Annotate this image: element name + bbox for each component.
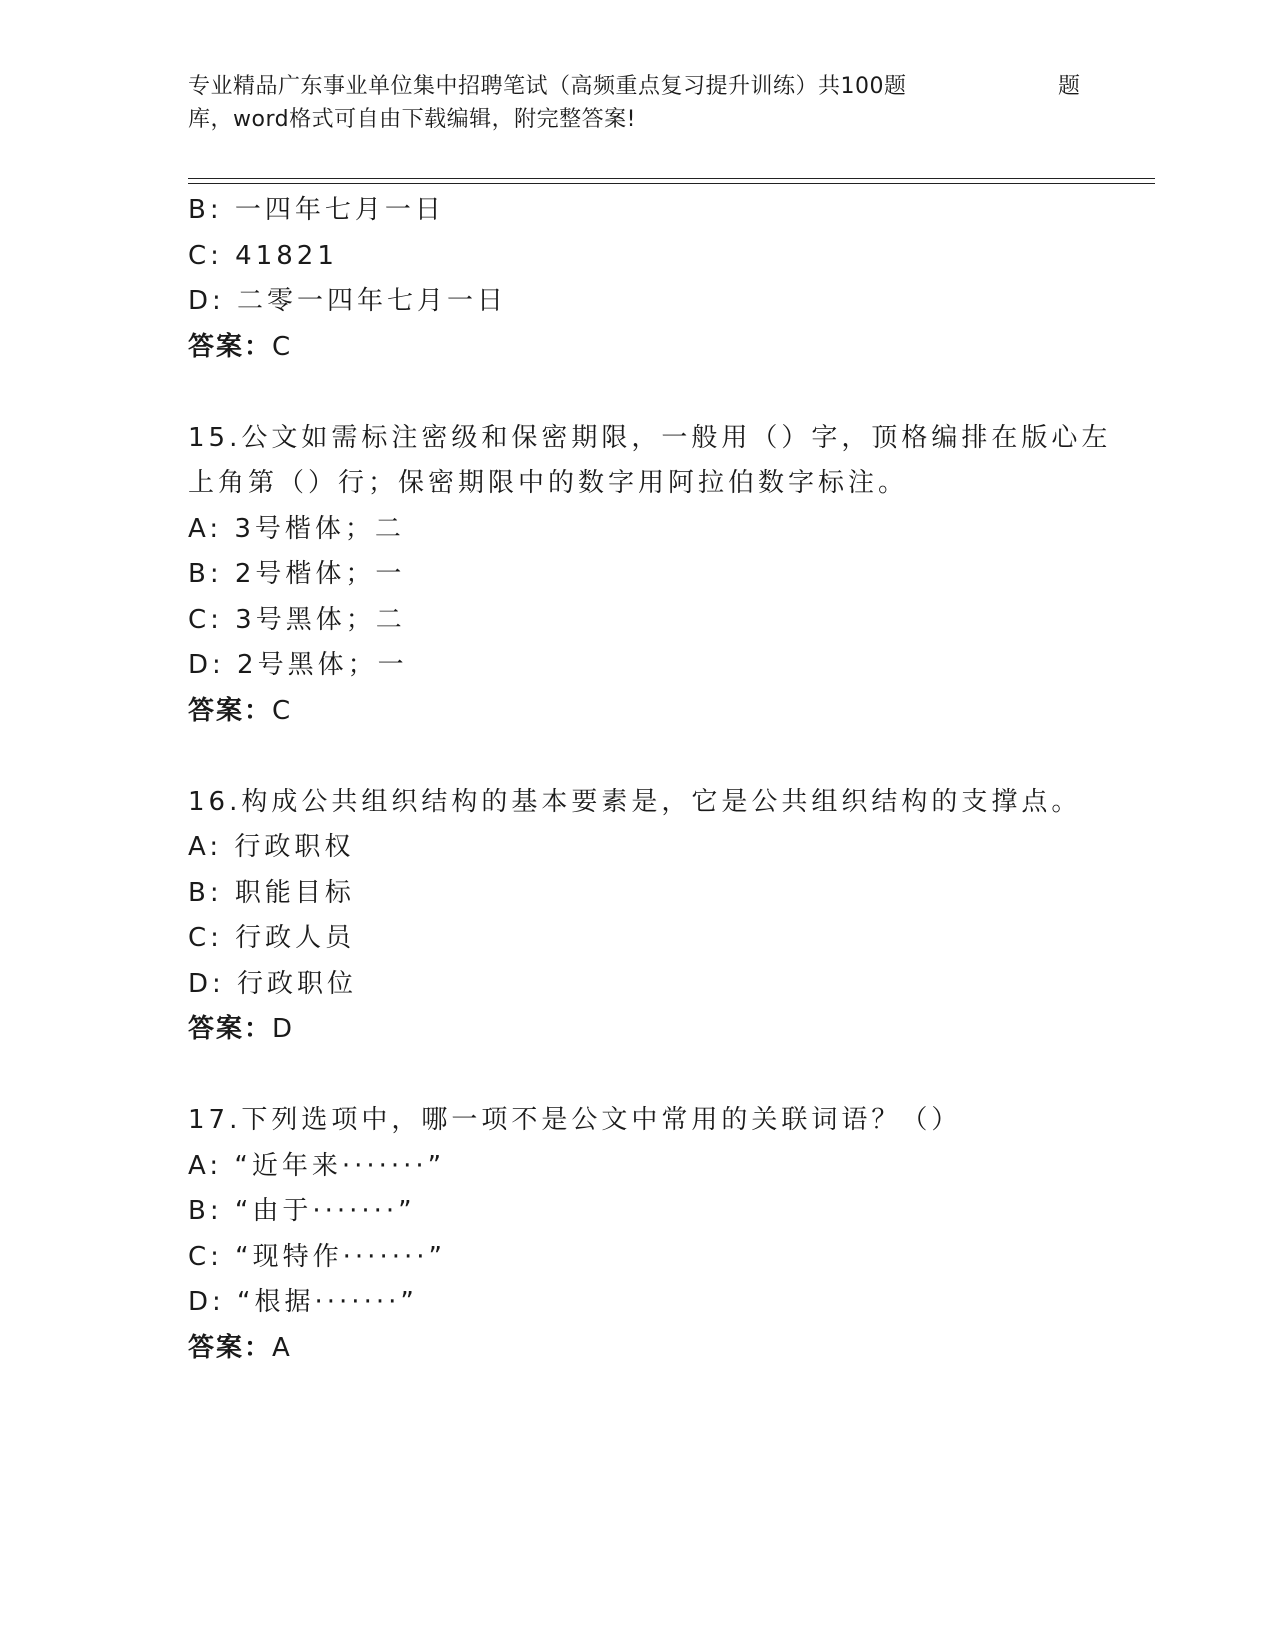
question-16 [188,780,1088,1053]
spacer [188,370,1088,416]
answer-line [188,325,1088,371]
prev-question-block [188,188,1088,370]
question-stem: 16.构成公共组织结构的基本要素是，它是公共组织结构的支撑点。 [188,786,1082,817]
question-stem: 17.下列选项中，哪一项不是公文中常用的关联词语？（） [188,1105,962,1135]
option-c: C: 41821 [188,240,338,271]
answer-label: 答案： [188,1332,273,1363]
header-line-1 [188,70,1088,103]
answer-label: 答案： [188,1014,273,1044]
answer-line [188,689,1088,735]
header-rule-top [188,178,1155,179]
answer-line [188,1326,1088,1372]
header-title-text: 专业精品广东事业单位集中招聘笔试（高频重点复习提升训练）共100题 [188,74,907,99]
option-a: A: 行政职权 [188,832,355,862]
option-d: D: 二零一四年七月一日 [188,286,508,316]
option-b: B: 职能目标 [188,877,355,908]
option-c: C: 行政人员 [188,923,356,953]
header-title-tail: 题 [1058,74,1081,99]
spacer [188,1053,1088,1099]
question-15 [188,416,1112,735]
answer-value: A [272,1332,291,1363]
question-content [188,188,1112,1371]
option-b: B: “由于·······” [188,1196,416,1226]
answer-value: C [272,331,292,362]
document-header [188,70,1088,136]
option-d: D: 2号黑体；一 [188,650,408,680]
option-c: C: 3号黑体；二 [188,604,406,635]
option-c: C: “现特作·······” [188,1241,446,1272]
header-rule-bottom [188,183,1155,184]
header-line-2: 库，word格式可自由下载编辑，附完整答案! [188,107,636,132]
answer-value: C [272,695,292,726]
option-b: B: 一四年七月一日 [188,195,445,225]
option-a: A: 3号楷体；二 [188,513,405,544]
option-d: D: 行政职位 [188,968,358,999]
option-a: A: “近年来·······” [188,1150,446,1181]
answer-value: D [272,1014,294,1044]
question-stem: 上角第（）行；保密期限中的数字用阿拉伯数字标注。 [188,468,909,498]
option-b: B: 2号楷体；一 [188,559,406,589]
question-stem: 15.公文如需标注密级和保密期限，一般用（）字，顶格编排在版心左 [188,422,1112,453]
answer-label: 答案： [188,331,273,362]
question-17 [188,1098,1088,1371]
spacer [188,734,1088,780]
option-d: D: “根据·······” [188,1287,418,1317]
answer-line [188,1007,1088,1053]
answer-label: 答案： [188,695,273,726]
